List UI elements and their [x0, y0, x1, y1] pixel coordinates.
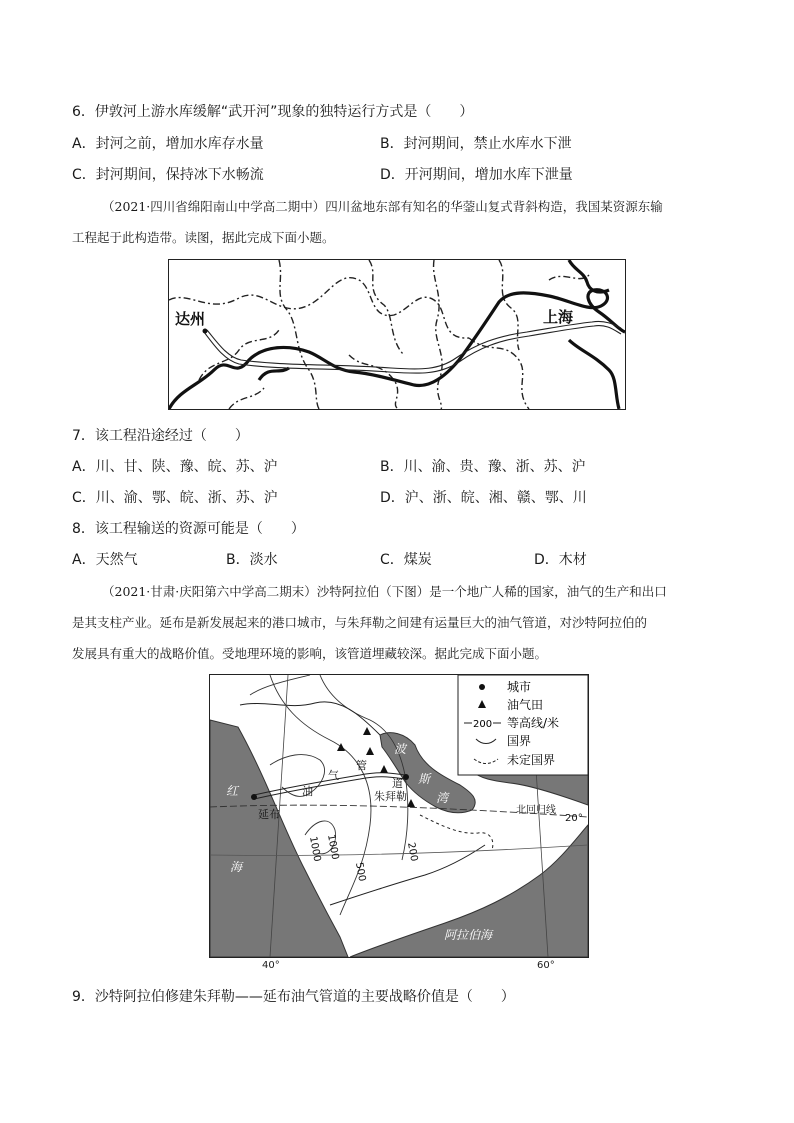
- border-north: [240, 702, 380, 735]
- province-borders: [169, 260, 589, 409]
- label-dazhou: 达州: [175, 310, 206, 328]
- q8-option-b: B．淡水: [226, 552, 278, 568]
- label-contour-1000b: 1000: [307, 835, 323, 863]
- pipeline: [204, 321, 621, 373]
- contour-extra: [250, 675, 310, 695]
- label-lon-40: 40°: [262, 960, 280, 971]
- q6-option-c: C．封河期间，保持冰下水畅流: [72, 167, 264, 183]
- legend-city: 城市: [507, 680, 532, 694]
- label-shanghai: 上海: [543, 308, 574, 326]
- q7-option-c: C．川、渝、鄂、皖、浙、苏、沪: [72, 490, 278, 506]
- q6-option-b: B．封河期间，禁止水库水下泄: [380, 136, 572, 152]
- label-red-sea-1: 红: [226, 784, 239, 798]
- legend-city-icon: [479, 684, 485, 690]
- q7-option-a: A．川、甘、陕、豫、皖、苏、沪: [72, 459, 278, 475]
- q6-option-a: A．封河之前，增加水库存水量: [72, 136, 264, 152]
- pipeline-map: [168, 259, 626, 410]
- legend-contour: 等高线/米: [507, 716, 560, 730]
- label-pipe-1: 油: [302, 785, 313, 798]
- label-red-sea-2: 海: [230, 860, 243, 874]
- label-pipe-2: 气: [328, 769, 339, 782]
- legend-border: 国界: [507, 734, 532, 748]
- dazhou-point: [203, 329, 208, 334]
- label-contour-500: 500: [353, 861, 368, 883]
- intro1-line1: （2021·四川省绵阳南山中学高二期中）四川盆地东部有知名的华蓥山复式背斜构造，我国某资源东输: [102, 199, 663, 214]
- q7-stem: 7．该工程沿途经过（ ）: [72, 428, 249, 444]
- q6-stem: 6．伊敦河上游水库缓解“武开河”现象的独特运行方式是（ ）: [72, 104, 474, 120]
- legend-contour-value: 200: [473, 719, 493, 730]
- q9-stem: 9．沙特阿拉伯修建朱拜勒——延布油气管道的主要战略价值是（ ）: [72, 989, 515, 1005]
- q8-option-d: D．木材: [534, 552, 587, 568]
- label-tropic: 北回归线: [516, 805, 556, 816]
- intro2-line3: 发展具有重大的战略价值。受地理环境的影响，该管道埋藏较深。据此完成下面小题。: [72, 646, 548, 661]
- label-contour-200: 200: [405, 841, 420, 863]
- q8-option-a: A．天然气: [72, 552, 138, 568]
- q6-option-d: D．开河期间，增加水库下泄量: [380, 167, 573, 183]
- saudi-map-svg: [210, 675, 588, 957]
- label-lon-60: 60°: [537, 960, 555, 971]
- legend-undefined-border: 未定国界: [507, 753, 556, 767]
- q8-option-c: C．煤炭: [380, 552, 432, 568]
- intro1-line2: 工程起于此构造带。读图，据此完成下面小题。: [72, 230, 335, 245]
- label-pipe-3: 管: [356, 759, 367, 772]
- intro2-line1: （2021·甘肃·庆阳第六中学高二期末）沙特阿拉伯（下图）是一个地广人稀的国家，油气的生产和出口: [102, 584, 667, 599]
- q8-stem: 8．该工程输送的资源可能是（ ）: [72, 521, 305, 537]
- undefined-border: [420, 815, 493, 850]
- saudi-map: [209, 674, 589, 958]
- city-yanbu: [251, 794, 257, 800]
- city-jubail: [403, 774, 409, 780]
- label-lat-20: 20°: [565, 813, 583, 824]
- map-legend: [458, 675, 588, 775]
- q7-option-b: B．川、渝、贵、豫、浙、苏、沪: [380, 459, 586, 475]
- label-jubail: 朱拜勒: [374, 790, 407, 803]
- label-gulf-2: 斯: [418, 772, 431, 786]
- label-pipe-4: 道: [392, 777, 403, 790]
- major-rivers: [169, 260, 625, 409]
- q7-option-d: D．沪、浙、皖、湘、赣、鄂、川: [380, 490, 587, 506]
- label-gulf-1: 波: [394, 742, 407, 756]
- label-arabian-sea: 阿拉伯海: [444, 928, 493, 942]
- label-gulf-3: 湾: [436, 791, 449, 805]
- label-contour-1000a: 1000: [325, 833, 341, 861]
- legend-oilfield: 油气田: [507, 698, 544, 712]
- pipeline-map-svg: [169, 260, 625, 409]
- label-yanbu: 延布: [258, 808, 280, 821]
- intro2-line2: 是其支柱产业。延布是新发展起来的港口城市，与朱拜勒之间建有运量巨大的油气管道，对沙特阿拉伯的: [72, 615, 648, 630]
